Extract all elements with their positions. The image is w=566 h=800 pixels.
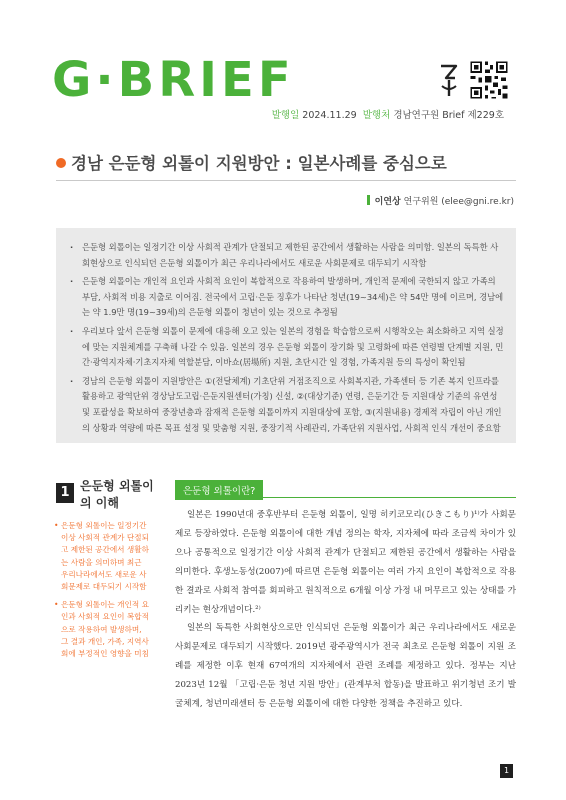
- sidebar-note: • 은둔형 외톨이는 개인적 요인과 사회적 요인이 복합적으로 작용하여 발생하며, 그 결과 개인, 가족, 지역사회에 부정적인 영향을 미침: [54, 599, 150, 660]
- subsection-heading: 은둔형 외톨이란?: [175, 480, 263, 500]
- summary-item: · 우리보다 앞서 은둔형 외톨이 문제에 대응해 오고 있는 일본의 경험을 학습함으로써 시행착오는 최소화하고 지역 실정에 맞는 지원체계를 구축해 나갈 수 있음. 일본의 경우 은둔형 외톨이 장기화 및 고령화에 따른 연령별 단계별 지원, 민간·광역지자체·기초지자체 역할분담, 이바쇼(居場所) 지원, 초단시간 일 경험, 가족지원 등의 특성이 확인됨: [70, 324, 504, 371]
- institute-emblem-icon: [438, 62, 460, 100]
- section-number: 1: [56, 483, 74, 503]
- author-bar-icon: [367, 195, 370, 205]
- author-line: [367, 194, 514, 207]
- body-paragraph: 일본은 1990년대 중후반부터 은둔형 외톨이, 일명 히키코모리(ひきこもり)¹⁾가 사회문제로 등장하였다. 은둔형 외톨이에 대한 개념 정의는 학자, 지자체에 따라 조금씩 차이가 있으나 공통적으로 일정기간 이상 사회적 관계가 단절되고 제한된 공간에서 생활하는 사람을 의미한다. 후생노동성(2007)에 따르면 은둔형 외톨이는 여러 가지 요인이 복합적으로 작용한 결과로 사회적 참여를 회피하고 원칙적으로 6개월 이상 가정 내 머무르고 있는 상태를 가리키는 현상개념이다.²⁾: [175, 510, 516, 615]
- summary-box: [56, 228, 516, 443]
- publisher: 경남연구원: [393, 110, 440, 121]
- body-paragraph: 일본의 독특한 사회현상으로만 인식되던 은둔형 외톨이가 최근 우리나라에서도 새로운 사회문제로 대두되기 시작했다. 2019년 광주광역시가 전국 최초로 은둔형 외톨이 지원 조례를 제정한 이후 현재 67여개의 지자체에서 관련 조례를 제정하고 있다. 정부는 지난 2023년 12월 「고립·은둔 청년 지원 방안」(관계부처 합동)을 발표하고 위기청년 조기 발굴체계, 청년미래센터 등 은둔형 외톨이에 대한 다양한 정책을 추진하고 있다.: [175, 623, 516, 710]
- publisher-label: 발행처: [362, 110, 391, 121]
- bullet-dot-icon: [56, 158, 66, 168]
- subsection-divider: [175, 497, 516, 498]
- publication-info: [272, 107, 504, 121]
- page-number: 1: [500, 764, 513, 778]
- qr-code-icon[interactable]: [469, 60, 509, 100]
- body-text: [175, 506, 516, 714]
- page-title: 경남 은둔형 외톨이 지원방안 : 일본사례를 중심으로: [71, 154, 447, 173]
- date-label: 발행일: [271, 110, 300, 121]
- section-title: 은둔형 외톨이의 이해: [80, 479, 154, 510]
- publish-date: 2024.11.29: [302, 110, 357, 121]
- title-row: [56, 150, 516, 176]
- summary-item: · 경남의 은둔형 외톨이 지원방안은 ①(전달체계) 기초단위 거점조직으로 사회복지관, 가족센터 등 기존 복지 인프라를 활용하고 광역단위 경상남도고립·은둔지원센터(가칭) 신설, ②(대상기준) 연령, 은둔기간 등 지원대상 기준의 유연성 및 포괄성을 확보하여 중장년층과 잠재적 은둔형 외톨이까지 지원대상에 포함, ③(지원내용) 경제적 자립이 아닌 개인의 상황과 역량에 따른 목표 설정 및 맞춤형 지원, 중장기적 사례관리, 가족단위 지원사업, 사회적 인식 개선이 중요함: [70, 374, 504, 436]
- author-name: 이연상: [374, 197, 401, 207]
- summary-item: · 은둔형 외톨이는 개인적 요인과 사회적 요인이 복합적으로 작용하여 발생하며, 개인적 문제에 국한되지 않고 가족의 부담, 사회적 비용 지출로 이어짐. 전국에서 고립·은둔 징후가 나타난 청년(19~34세)은 약 54만 명에 이르며, 경남에는 약 1.9만 명(19~39세)의 은둔형 외톨이 청년이 있는 것으로 추정됨: [70, 274, 504, 321]
- sidebar-notes: [54, 520, 150, 666]
- sidebar-note: • 은둔형 외톨이는 일정기간 이상 사회적 관계가 단절되고 제한된 공간에서 생활하는 사람을 의미하며 최근 우리나라에서도 새로운 사회문제로 대두되기 시작함: [54, 520, 150, 593]
- title-divider: [56, 180, 516, 181]
- issue-number: Brief 제229호: [442, 110, 504, 121]
- summary-item: · 은둔형 외톨이는 일정기간 이상 사회적 관계가 단절되고 제한된 공간에서 생활하는 사람을 의미함. 일본의 독특한 사회현상으로 인식되던 은둔형 외톨이가 최근 우리나라에서도 새로운 사회문제로 대두되기 시작함: [70, 240, 504, 271]
- author-detail: 연구위원 (elee@gni.re.kr): [403, 197, 514, 207]
- g-brief-logo: G·BRIEF: [52, 52, 295, 108]
